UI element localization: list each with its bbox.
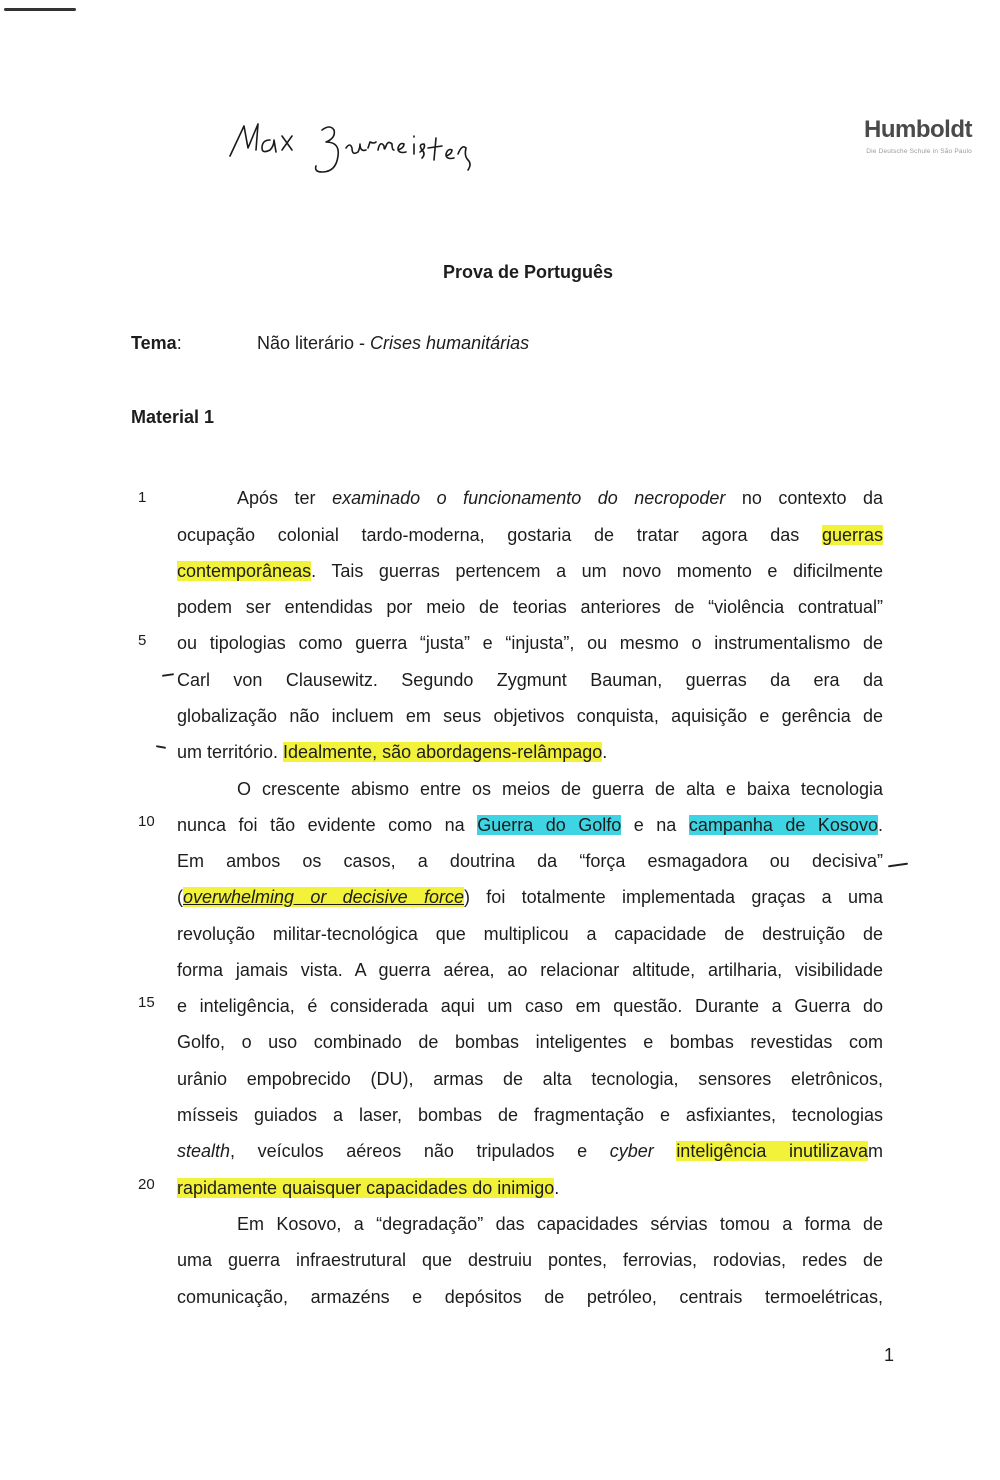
highlight-yellow: contemporâneas xyxy=(177,561,312,581)
text-line: Em ambos os casos, a doutrina da “força esmagadora ou decisiva” xyxy=(177,851,883,871)
material-heading: Material 1 xyxy=(131,407,215,427)
text-line: O crescente abismo entre os meios de guerra de alta e baixa tecnologia xyxy=(237,779,883,799)
highlight-yellow: guerras xyxy=(821,525,883,545)
text-line: Carl von Clausewitz. Segundo Zygmunt Bauman, guerras da era da xyxy=(177,670,883,690)
text-line: stealth, veículos aéreos não tripulados e cyber inteligência inutilizavam xyxy=(177,1141,883,1161)
text-line: nunca foi tão evidente como na Guerra do Golfo e na campanha de Kosovo. xyxy=(177,815,883,835)
text-line: uma guerra infraestrutural que destruiu pontes, ferrovias, rodovias, redes de xyxy=(177,1250,883,1270)
text-line: (overwhelming or decisive force) foi totalmente implementada graças a uma xyxy=(177,887,883,907)
highlight-yellow: overwhelming or decisive force xyxy=(183,887,465,907)
highlight-yellow: rapidamente quaisquer capacidades do inimigo xyxy=(177,1178,555,1198)
text-line: podem ser entendidas por meio de teorias anteriores de “violência contratual” xyxy=(177,597,883,617)
highlight-cyan: campanha de Kosovo xyxy=(688,815,878,835)
margin-mark xyxy=(156,745,166,749)
margin-mark xyxy=(888,863,908,868)
line-number-10: 10 xyxy=(138,813,155,830)
page-number: 1 xyxy=(884,1345,895,1365)
line-number-20: 20 xyxy=(138,1176,155,1193)
tema-value xyxy=(257,333,529,354)
line-number-15: 15 xyxy=(138,994,155,1011)
highlight-yellow: Idealmente, são abordagens-relâmpago xyxy=(283,742,603,762)
tema-value-prefix: Não literário - xyxy=(257,333,371,353)
text-line: e inteligência, é considerada aqui um caso em questão. Durante a Guerra do xyxy=(177,996,883,1016)
corner-mark xyxy=(4,8,76,11)
text-line: globalização não incluem em seus objetivos conquista, aquisição e gerência de xyxy=(177,706,883,726)
text-line: revolução militar-tecnológica que multiplicou a capacidade de destruição de xyxy=(177,924,883,944)
text-line: ou tipologias como guerra “justa” e “injusta”, ou mesmo o instrumentalismo de xyxy=(177,633,883,653)
logo-tagline: Die Deutsche Schule in São Paulo xyxy=(866,148,972,155)
highlight-yellow: inteligência inutilizava xyxy=(676,1141,868,1161)
text-line: ocupação colonial tardo-moderna, gostaria de tratar agora das guerras xyxy=(177,525,883,545)
text-line: Após ter examinado o funcionamento do necropoder no contexto da xyxy=(237,488,883,508)
text-line: comunicação, armazéns e depósitos de petróleo, centrais termoelétricas, xyxy=(177,1287,883,1307)
tema-value-italic: Crises humanitárias xyxy=(370,333,530,353)
line-number-1: 1 xyxy=(138,489,147,506)
line-number-5: 5 xyxy=(138,632,147,649)
handwritten-signature xyxy=(222,108,482,208)
highlight-cyan: Guerra do Golfo xyxy=(477,815,622,835)
tema-row: Tema: Não literário - Crises humanitárias xyxy=(131,333,530,353)
text-line: contemporâneas. Tais guerras pertencem a um novo momento e dificilmente xyxy=(177,561,883,581)
text-line: Golfo, o uso combinado de bombas inteligentes e bombas revestidas com xyxy=(177,1032,883,1052)
text-line: Em Kosovo, a “degradação” das capacidades sérvias tomou a forma de xyxy=(237,1214,883,1234)
text-line: rapidamente quaisquer capacidades do inimigo. xyxy=(177,1178,560,1198)
school-logo xyxy=(864,116,972,155)
margin-mark xyxy=(162,673,174,677)
exam-title: Prova de Português xyxy=(442,262,614,282)
logo-wordmark: Humboldt xyxy=(864,116,972,143)
text-line: urânio empobrecido (DU), armas de alta tecnologia, sensores eletrônicos, xyxy=(177,1069,883,1089)
tema-label: Tema xyxy=(131,333,177,353)
text-line: um território. Idealmente, são abordagens-relâmpago. xyxy=(177,742,608,762)
text-line: forma jamais vista. A guerra aérea, ao relacionar altitude, artilharia, visibilidade xyxy=(177,960,883,980)
text-line: mísseis guiados a laser, bombas de fragmentação e asfixiantes, tecnologias xyxy=(177,1105,883,1125)
